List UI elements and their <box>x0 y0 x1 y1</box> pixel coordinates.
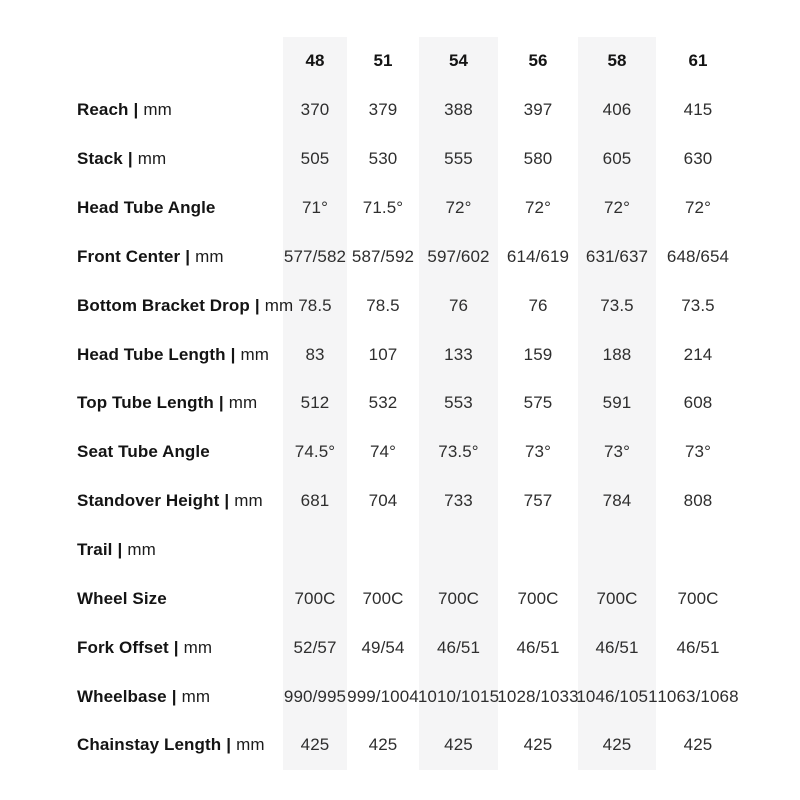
geometry-value: 999/1004 <box>347 686 419 706</box>
label-unit-separator: | <box>230 344 236 364</box>
geometry-value: 73.5 <box>681 295 715 315</box>
geometry-value <box>498 526 578 575</box>
geometry-value: 597/602 <box>427 246 490 266</box>
row-label <box>0 330 283 379</box>
geometry-value: 631/637 <box>585 246 649 266</box>
geometry-value: 46/51 <box>516 637 560 657</box>
row-label-text: Head Tube Length <box>77 344 226 364</box>
geometry-value: 46/51 <box>436 637 481 657</box>
geometry-value: 575 <box>523 393 553 413</box>
row-unit: mm <box>195 246 224 266</box>
label-unit-separator: | <box>185 246 191 266</box>
geometry-value: 214 <box>683 344 713 364</box>
row-label-text: Bottom Bracket Drop <box>77 295 250 315</box>
geometry-value: 553 <box>444 393 473 413</box>
label-unit-separator: | <box>218 393 224 413</box>
row-unit: mm <box>264 295 294 315</box>
geometry-value: 159 <box>523 344 553 364</box>
label-unit-separator: | <box>133 100 139 120</box>
geometry-value: 107 <box>368 344 398 364</box>
label-unit-separator: | <box>127 149 133 169</box>
row-label-text: Reach <box>77 100 129 120</box>
geometry-value: 425 <box>602 735 632 755</box>
geometry-grid <box>0 37 740 770</box>
row-label-text: Top Tube Length <box>77 393 214 413</box>
geometry-value: 73.5 <box>600 295 634 315</box>
geometry-value <box>419 526 498 575</box>
geometry-value: 388 <box>444 100 473 120</box>
label-unit-separator: | <box>171 686 177 706</box>
geometry-value: 605 <box>602 149 632 169</box>
geometry-value <box>347 526 419 575</box>
geometry-value <box>283 526 347 575</box>
geometry-value: 808 <box>683 491 713 511</box>
geometry-value: 425 <box>683 735 713 755</box>
label-unit-separator: | <box>173 637 179 657</box>
row-label <box>0 526 283 575</box>
geometry-value: 46/51 <box>595 637 639 657</box>
geometry-value: 512 <box>300 393 330 413</box>
size-column-header: 61 <box>688 51 708 71</box>
geometry-value: 76 <box>448 295 469 315</box>
geometry-value: 71.5° <box>362 198 404 217</box>
geometry-value: 73° <box>684 442 711 462</box>
row-unit: mm <box>181 686 211 706</box>
size-column-header: 48 <box>305 51 325 71</box>
geometry-value: 591 <box>602 393 632 413</box>
geometry-value: 370 <box>300 100 330 120</box>
geometry-value: 78.5 <box>366 295 400 315</box>
geometry-value: 52/57 <box>293 637 337 657</box>
row-label-text: Stack <box>77 149 123 169</box>
row-label <box>0 672 283 721</box>
geometry-value: 580 <box>523 149 553 169</box>
geometry-value: 415 <box>683 100 713 120</box>
geometry-value: 71° <box>301 198 328 217</box>
row-unit: mm <box>228 393 258 413</box>
geometry-value: 73.5° <box>438 442 479 462</box>
row-unit: mm <box>240 344 270 364</box>
row-label <box>0 379 283 428</box>
geometry-value: 425 <box>300 735 330 755</box>
geometry-value: 700C <box>517 588 559 608</box>
geometry-value: 608 <box>683 393 713 413</box>
label-unit-separator: | <box>117 540 123 560</box>
geometry-value: 505 <box>300 149 330 169</box>
geometry-value: 425 <box>444 735 473 755</box>
geometry-value: 397 <box>523 100 553 120</box>
row-unit: mm <box>234 491 263 511</box>
geometry-value: 73° <box>524 442 551 462</box>
size-column-header: 54 <box>448 51 469 71</box>
size-column-header: 51 <box>373 51 393 71</box>
geometry-value: 49/54 <box>361 637 405 657</box>
row-label <box>0 184 283 233</box>
geometry-value: 700C <box>677 588 719 608</box>
geometry-value: 757 <box>523 491 553 511</box>
geometry-value: 73° <box>603 442 630 462</box>
row-label-text: Wheel Size <box>77 588 167 608</box>
geometry-value: 72° <box>684 198 711 217</box>
geometry-value: 614/619 <box>506 246 570 266</box>
row-label <box>0 721 283 770</box>
geometry-value: 555 <box>444 149 473 169</box>
geometry-value: 700C <box>362 588 404 608</box>
row-label-text: Chainstay Length <box>77 735 222 755</box>
label-unit-separator: | <box>226 735 232 755</box>
geometry-value: 530 <box>368 149 398 169</box>
geometry-value: 133 <box>444 344 473 364</box>
row-label <box>0 428 283 477</box>
geometry-value: 78.5 <box>298 295 332 315</box>
row-label-text: Trail <box>77 540 113 560</box>
geometry-value: 733 <box>444 491 473 511</box>
geometry-value <box>578 526 656 575</box>
geometry-value: 406 <box>602 100 632 120</box>
row-label-text: Standover Height <box>77 491 220 511</box>
row-label <box>0 281 294 330</box>
row-label-text: Front Center <box>77 246 181 266</box>
geometry-value <box>656 526 740 575</box>
geometry-value: 425 <box>523 735 553 755</box>
geometry-value: 46/51 <box>676 637 720 657</box>
row-label <box>0 623 283 672</box>
header-spacer <box>0 37 283 86</box>
geometry-value: 188 <box>602 344 632 364</box>
label-unit-separator: | <box>254 295 260 315</box>
row-unit: mm <box>137 149 167 169</box>
size-column-header: 58 <box>607 51 627 71</box>
row-label <box>0 477 283 526</box>
row-label-text: Wheelbase <box>77 686 167 706</box>
geometry-value: 681 <box>300 491 330 511</box>
geometry-value: 630 <box>683 149 713 169</box>
row-label <box>0 232 283 281</box>
geometry-value: 784 <box>602 491 632 511</box>
geometry-value: 72° <box>603 198 630 217</box>
row-label-text: Fork Offset <box>77 637 169 657</box>
geometry-value: 83 <box>305 344 325 364</box>
geometry-value: 532 <box>368 393 398 413</box>
geometry-value: 1028/1033 <box>497 686 579 706</box>
row-unit: mm <box>236 735 265 755</box>
row-unit: mm <box>143 100 172 120</box>
row-label <box>0 574 283 623</box>
geometry-value: 72° <box>445 198 472 217</box>
geometry-value: 1046/1051 <box>576 686 658 706</box>
geometry-value: 72° <box>524 198 551 217</box>
geometry-value: 704 <box>368 491 398 511</box>
geometry-value: 577/582 <box>283 246 347 266</box>
geometry-value: 1063/1068 <box>657 686 739 706</box>
geometry-value: 990/995 <box>283 686 347 706</box>
row-label <box>0 135 283 184</box>
row-unit: mm <box>183 637 213 657</box>
geometry-value: 425 <box>368 735 398 755</box>
geometry-value: 74.5° <box>294 442 336 462</box>
row-label <box>0 86 283 135</box>
geometry-value: 1010/1015 <box>417 686 500 706</box>
geometry-value: 648/654 <box>666 246 730 266</box>
size-column-header: 56 <box>528 51 548 71</box>
geometry-value: 587/592 <box>351 246 415 266</box>
row-label-text: Seat Tube Angle <box>77 442 210 462</box>
row-label-text: Head Tube Angle <box>77 198 216 217</box>
label-unit-separator: | <box>224 491 230 511</box>
geometry-value: 700C <box>596 588 638 608</box>
geometry-value: 74° <box>369 442 396 462</box>
row-unit: mm <box>127 540 156 560</box>
geometry-value: 76 <box>528 295 548 315</box>
geometry-value: 700C <box>294 588 336 608</box>
geometry-value: 379 <box>368 100 398 120</box>
geometry-value: 700C <box>437 588 480 608</box>
